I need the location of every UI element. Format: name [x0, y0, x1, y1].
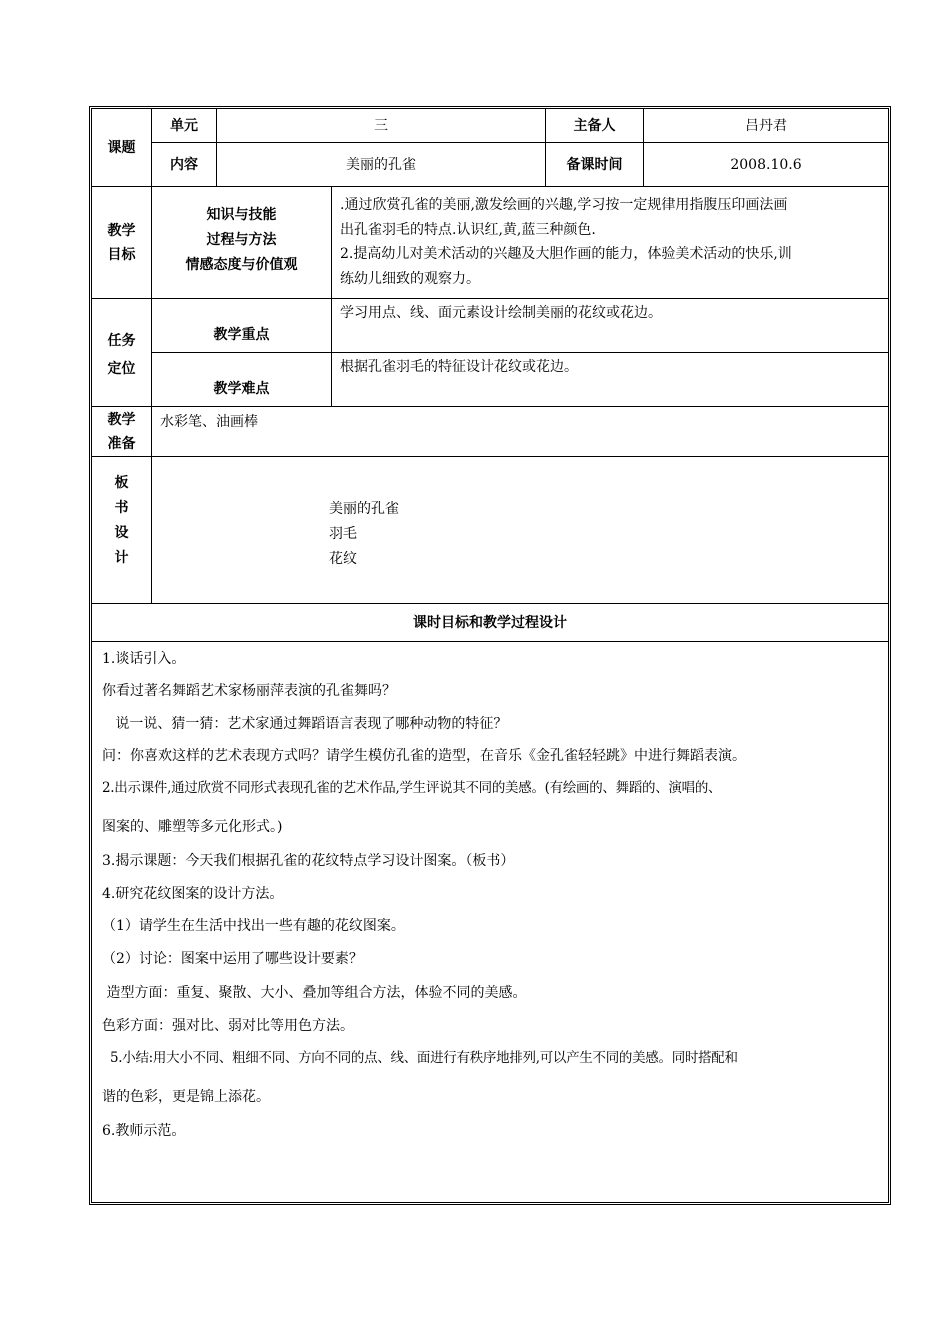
process-title: 课时目标和教学过程设计 [413, 614, 567, 631]
row-line [92, 406, 888, 407]
course-label: 课题 [107, 139, 136, 156]
board-line: 花纹 [329, 551, 357, 567]
prep-label-line: 教学 [107, 411, 136, 428]
board-line: 美丽的孔雀 [329, 501, 399, 517]
content-label: 内容 [170, 156, 198, 173]
task-label-line: 任务 [107, 332, 136, 349]
process-line: （1）请学生在生活中找出一些有趣的花纹图案。 [102, 918, 405, 934]
process-line: 图案的、雕塑等多元化形式。) [102, 819, 283, 835]
task-label-line: 定位 [107, 360, 136, 377]
prep-value: 水彩笔、油画棒 [160, 414, 258, 430]
dimension-attitude: 情感态度与价值观 [185, 257, 298, 273]
process-line: 2.出示课件,通过欣赏不同形式表现孔雀的艺术作品,学生评说其不同的美感。(有绘画的、舞蹈的、演唱的、 [102, 780, 722, 796]
process-line: 1.谈话引入。 [102, 651, 186, 667]
process-line: 5.小结:用大小不同、粗细不同、方向不同的点、线、面进行有秩序地排列,可以产生不同的美感。同时搭配和 [102, 1050, 738, 1066]
board-label-char: 设 [114, 525, 129, 541]
dimension-process: 过程与方法 [206, 232, 277, 248]
board-label [92, 457, 151, 603]
col-line [331, 186, 332, 406]
prep-time-label: 备课时间 [566, 156, 623, 173]
board-line: 羽毛 [329, 526, 357, 542]
key-point-label: 教学重点 [213, 326, 270, 343]
process-line: 问：你喜欢这样的艺术表现方式吗？请学生模仿孔雀的造型，在音乐《金孔雀轻轻跳》中进行舞蹈表演。 [102, 748, 746, 764]
dimension-knowledge: 知识与技能 [206, 207, 277, 223]
unit-label: 单元 [170, 117, 198, 134]
prep-label [92, 407, 151, 456]
board-label-char: 书 [114, 500, 129, 516]
row-line [92, 641, 888, 642]
content-value: 美丽的孔雀 [346, 156, 416, 173]
key-point-value: 学习用点、线、面元素设计绘制美丽的花纹或花边。 [340, 305, 662, 321]
lesson-plan-table [89, 106, 891, 1205]
difficulty-value: 根据孔雀羽毛的特征设计花纹或花边。 [340, 359, 578, 375]
row-line [92, 456, 888, 457]
objectives-text [340, 193, 886, 297]
process-line: 你看过著名舞蹈艺术家杨丽萍表演的孔雀舞吗？ [102, 683, 396, 699]
board-label-char: 计 [114, 550, 129, 566]
task-label [92, 299, 151, 406]
board-label-char: 板 [114, 475, 129, 491]
unit-value: 三 [374, 117, 388, 134]
objective-line: 2.提高幼儿对美术活动的兴趣及大胆作画的能力，体验美术活动的快乐,训 [340, 246, 792, 262]
process-line: 说一说、猜一猜：艺术家通过舞蹈语言表现了哪种动物的特征？ [102, 716, 508, 732]
prep-time-value: 2008.10.6 [730, 156, 802, 173]
objective-line: 练幼儿细致的观察力。 [340, 270, 480, 287]
process-line: 3.揭示课题：今天我们根据孔雀的花纹特点学习设计图案。（板书） [102, 853, 515, 869]
process-line: （2）讨论：图案中运用了哪些设计要素？ [102, 951, 363, 967]
process-line: 造型方面：重复、聚散、大小、叠加等组合方法，体验不同的美感。 [102, 985, 527, 1001]
objectives-label-line: 目标 [107, 246, 136, 263]
board-content [329, 497, 629, 577]
objective-line: 出孔雀羽毛的特点.认识红,黄,蓝三种颜色. [340, 221, 596, 238]
process-line: 6.教师示范。 [102, 1123, 186, 1139]
objectives-label-line: 教学 [107, 222, 136, 239]
objective-dimensions [152, 187, 331, 298]
process-line: 色彩方面：强对比、弱对比等用色方法。 [102, 1018, 354, 1034]
prep-label-line: 准备 [107, 435, 136, 452]
objective-line: .通过欣赏孔雀的美丽,激发绘画的兴趣,学习按一定规律用指腹压印画法画 [340, 197, 788, 213]
preparer-label: 主备人 [573, 117, 616, 134]
objectives-label [92, 187, 151, 298]
preparer-value: 吕丹君 [745, 117, 787, 134]
difficulty-label: 教学难点 [213, 380, 270, 397]
process-line: 4.研究花纹图案的设计方法。 [102, 886, 284, 902]
process-line: 谐的色彩，更是锦上添花。 [102, 1089, 270, 1105]
